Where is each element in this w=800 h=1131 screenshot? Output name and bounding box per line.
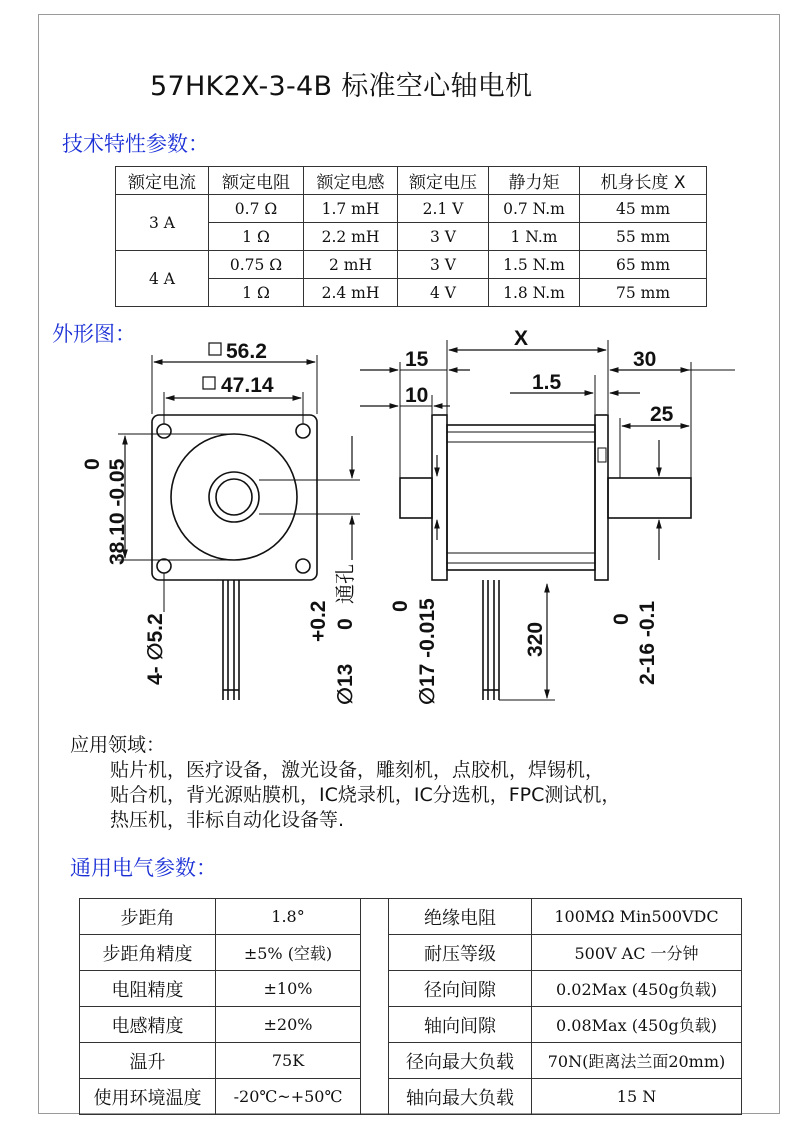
current-cell: 3 A	[116, 195, 209, 251]
dim-hole-label: 4- ∅5.2	[144, 613, 167, 685]
dim-13-tol-top: +0.2	[307, 600, 330, 642]
spec-header-cell: 机身长度 X	[580, 167, 707, 195]
table-cell: 55 mm	[580, 223, 707, 251]
table-cell: 1 Ω	[209, 279, 304, 307]
table-cell: 1 Ω	[209, 223, 304, 251]
param-name: 耐压等级	[389, 935, 532, 971]
dim-17-tol-top: 0	[389, 600, 412, 612]
table-cell: 2 mH	[304, 251, 398, 279]
table-cell: 2.4 mH	[304, 279, 398, 307]
param-value: 100MΩ Min500VDC	[532, 899, 742, 935]
table-cell: 3 V	[398, 251, 489, 279]
front-flange	[152, 415, 317, 580]
dim-47-label: 47.14	[221, 374, 274, 397]
param-value: 0.02Max (450g负载)	[532, 971, 742, 1007]
dim-17-label: ∅17 -0.015	[416, 598, 439, 705]
tonghole-label: 通孔	[335, 564, 357, 604]
dim-15-label: 15	[405, 348, 429, 371]
spec-header-cell: 额定电感	[304, 167, 398, 195]
rear-shaft	[608, 478, 691, 518]
dim-13-tol-bot: 0	[334, 618, 357, 630]
outline-section-heading: 外形图：	[52, 322, 136, 346]
rear-flange-side	[595, 415, 608, 580]
param-value: 75K	[216, 1043, 361, 1079]
table-cell: 2.2 mH	[304, 223, 398, 251]
mount-hole	[296, 424, 310, 438]
param-name: 径向最大负载	[389, 1043, 532, 1079]
spec-header-cell: 静力矩	[489, 167, 580, 195]
table-cell: 3 V	[398, 223, 489, 251]
mount-hole	[296, 559, 310, 573]
param-value: 0.08Max (450g负载)	[532, 1007, 742, 1043]
current-cell: 4 A	[116, 251, 209, 307]
table-cell: 0.7 N.m	[489, 195, 580, 223]
param-value: ±20%	[216, 1007, 361, 1043]
dim-13-label: ∅13	[334, 663, 357, 705]
param-value: 1.8°	[216, 899, 361, 935]
dim-16-label: 2-16 -0.1	[636, 600, 659, 685]
param-name: 径向间隙	[389, 971, 532, 1007]
table-row	[80, 935, 742, 971]
dim-25-label: 25	[650, 403, 674, 426]
param-name: 轴向最大负载	[389, 1079, 532, 1115]
param-value: 500V AC 一分钟	[532, 935, 742, 971]
dim-16-tol-top: 0	[610, 613, 633, 625]
param-name: 使用环境温度	[80, 1079, 216, 1115]
application-line: 贴合机，背光源贴膜机，IC烧录机，IC分选机，FPC测试机，	[110, 784, 621, 806]
application-line: 热压机，非标自动化设备等.	[110, 809, 345, 831]
table-row	[80, 899, 742, 935]
table-cell: 75 mm	[580, 279, 707, 307]
mount-hole	[157, 424, 171, 438]
application-line: 贴片机，医疗设备，激光设备，雕刻机，点胶机，焊锡机，	[110, 759, 605, 781]
spec-header-cell: 额定电压	[398, 167, 489, 195]
param-name: 绝缘电阻	[389, 899, 532, 935]
boss-circle	[171, 434, 297, 560]
param-value: ±10%	[216, 971, 361, 1007]
motor-body	[447, 425, 595, 570]
table-cell: 65 mm	[580, 251, 707, 279]
table-cell: 45 mm	[580, 195, 707, 223]
dim-10-label: 10	[405, 384, 429, 407]
spec-header-cell: 额定电阻	[209, 167, 304, 195]
table-cell: 0.7 Ω	[209, 195, 304, 223]
dim-38-tol-top: 0	[81, 458, 104, 470]
table-cell: 1 N.m	[489, 223, 580, 251]
param-value: 70N(距离法兰面20mm)	[532, 1043, 742, 1079]
dim-320-label: 320	[524, 621, 547, 657]
table-row	[80, 971, 742, 1007]
dim-56-label: 56.2	[226, 340, 267, 363]
general-section-heading: 通用电气参数：	[70, 856, 217, 880]
param-name: 电感精度	[80, 1007, 216, 1043]
param-name: 步距角	[80, 899, 216, 935]
spec-header-cell: 额定电流	[116, 167, 209, 195]
shaft-hole-circle	[216, 479, 252, 515]
general-params-table	[79, 898, 742, 1115]
table-row	[80, 1043, 742, 1079]
dim-30-label: 30	[633, 348, 657, 371]
param-name: 轴向间隙	[389, 1007, 532, 1043]
table-cell: 1.7 mH	[304, 195, 398, 223]
front-shaft	[400, 478, 432, 518]
table-cell: 1.5 N.m	[489, 251, 580, 279]
tech-section-heading: 技术特性参数：	[62, 132, 209, 156]
application-section	[70, 733, 620, 833]
param-name: 电阻精度	[80, 971, 216, 1007]
dim-38-label: 38.10 -0.05	[106, 458, 129, 565]
table-row	[80, 1007, 742, 1043]
front-flange-side	[432, 415, 447, 580]
table-row	[80, 1079, 742, 1115]
table-cell: 2.1 V	[398, 195, 489, 223]
param-value: ±5% (空载)	[216, 935, 361, 971]
param-value: 15 N	[532, 1079, 742, 1115]
page-title: 57HK2X-3-4B 标准空心轴电机	[150, 71, 533, 102]
param-name: 温升	[80, 1043, 216, 1079]
param-value: -20℃~+50℃	[216, 1079, 361, 1115]
table-cell: 4 V	[398, 279, 489, 307]
table-cell: 0.75 Ω	[209, 251, 304, 279]
table-cell: 1.8 N.m	[489, 279, 580, 307]
dim-x-label: X	[514, 327, 529, 350]
param-name: 步距角精度	[80, 935, 216, 971]
application-heading: 应用领域：	[70, 734, 166, 756]
mount-hole	[157, 559, 171, 573]
dim-1-5-label: 1.5	[532, 371, 562, 394]
